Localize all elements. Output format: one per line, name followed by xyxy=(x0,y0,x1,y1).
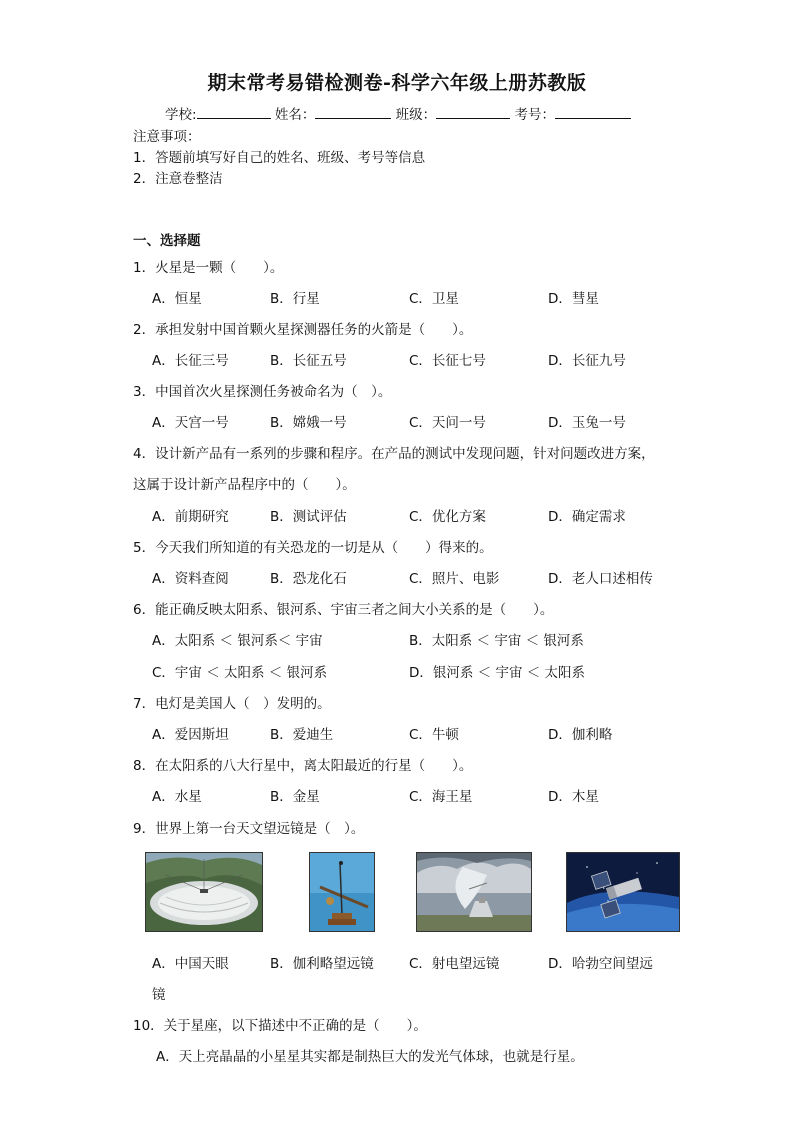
question-stem: 2．承担发射中国首颗火星探测器任务的火箭是（ ）。 xyxy=(133,322,473,338)
question-stem: 10．关于星座，以下描述中不正确的是（ ）。 xyxy=(133,1018,427,1034)
question-stem: 1．火星是一颗（ ）。 xyxy=(133,260,284,276)
option-b[interactable]: B．金星 xyxy=(270,789,320,805)
option-b[interactable]: B．嫦娥一号 xyxy=(270,415,347,431)
galileo-telescope-image xyxy=(310,853,374,931)
option-c[interactable]: C．卫星 xyxy=(409,291,459,307)
question-stem: 5．今天我们所知道的有关恐龙的一切是从（ ）得来的。 xyxy=(133,540,493,556)
question-stem: 6．能正确反映太阳系、银河系、宇宙三者之间大小关系的是（ ）。 xyxy=(133,602,554,618)
option-d[interactable]: D．哈勃空间望远 xyxy=(548,956,653,972)
question-stem: 8．在太阳系的八大行星中，离太阳最近的行星（ ）。 xyxy=(133,758,473,774)
option-c[interactable]: C．牛顿 xyxy=(409,727,459,743)
option-d[interactable]: D．长征九号 xyxy=(548,353,626,369)
china-sky-eye-image xyxy=(146,853,262,931)
option-a[interactable]: A．中国天眼 xyxy=(152,956,229,972)
option-a[interactable]: A．水星 xyxy=(152,789,202,805)
option-c[interactable]: C．射电望远镜 xyxy=(409,956,500,972)
notice-item: 1．答题前填写好自己的姓名、班级、考号等信息 xyxy=(133,150,426,166)
page-title: 期末常考易错检测卷-科学六年级上册苏教版 xyxy=(207,72,587,94)
option-d[interactable]: D．伽利略 xyxy=(548,727,613,743)
question-stem-continued: 这属于设计新产品程序中的（ ）。 xyxy=(133,477,356,493)
option-a[interactable]: A．前期研究 xyxy=(152,509,229,525)
section-heading: 一、选择题 xyxy=(133,233,201,249)
option-d-continued: 镜 xyxy=(152,987,166,1003)
option-a[interactable]: A．恒星 xyxy=(152,291,202,307)
option-a[interactable]: A．资料查阅 xyxy=(152,571,229,587)
question-stem: 7．电灯是美国人（ ）发明的。 xyxy=(133,696,331,712)
option-d[interactable]: D．银河系 ＜ 宇宙 ＜ 太阳系 xyxy=(409,665,586,681)
galileo-telescope-photo xyxy=(309,852,375,932)
option-c[interactable]: C．照片、电影 xyxy=(409,571,500,587)
option-a[interactable]: A．天上亮晶晶的小星星其实都是制热巨大的发光气体球，也就是行星。 xyxy=(156,1049,584,1065)
option-b[interactable]: B．行星 xyxy=(270,291,320,307)
radio-telescope-photo xyxy=(416,852,532,932)
hubble-space-telescope-image xyxy=(567,853,679,931)
question-stem: 3．中国首次火星探测任务被命名为（ ）。 xyxy=(133,384,392,400)
option-a[interactable]: A．天宫一号 xyxy=(152,415,229,431)
question-stem: 4．设计新产品有一系列的步骤和程序。在产品的测试中发现问题，针对问题改进方案， xyxy=(133,446,655,462)
exam-no-blank[interactable] xyxy=(555,104,631,119)
option-a[interactable]: A．太阳系 ＜ 银河系＜ 宇宙 xyxy=(152,633,323,649)
exam-no-label: 考号： xyxy=(514,107,555,123)
option-d[interactable]: D．确定需求 xyxy=(548,509,626,525)
option-c[interactable]: C．海王星 xyxy=(409,789,473,805)
option-d[interactable]: D．老人口述相传 xyxy=(548,571,653,587)
option-b[interactable]: B．测试评估 xyxy=(270,509,347,525)
option-d[interactable]: D．玉兔一号 xyxy=(548,415,626,431)
option-c[interactable]: C．长征七号 xyxy=(409,353,486,369)
school-label: 学校: xyxy=(165,107,197,123)
option-c[interactable]: C．天问一号 xyxy=(409,415,486,431)
option-c[interactable]: C．优化方案 xyxy=(409,509,486,525)
class-blank[interactable] xyxy=(436,104,510,119)
option-b[interactable]: B．伽利略望远镜 xyxy=(270,956,374,972)
option-c[interactable]: C．宇宙 ＜ 太阳系 ＜ 银河系 xyxy=(152,665,328,681)
option-d[interactable]: D．木星 xyxy=(548,789,599,805)
option-b[interactable]: B．太阳系 ＜ 宇宙 ＜ 银河系 xyxy=(409,633,584,649)
radio-telescope-image xyxy=(417,853,531,931)
question-stem: 9．世界上第一台天文望远镜是（ ）。 xyxy=(133,821,365,837)
name-blank[interactable] xyxy=(315,104,391,119)
option-a[interactable]: A．爱因斯坦 xyxy=(152,727,229,743)
option-b[interactable]: B．长征五号 xyxy=(270,353,347,369)
option-b[interactable]: B．爱迪生 xyxy=(270,727,334,743)
china-sky-eye-photo xyxy=(145,852,263,932)
name-label: 姓名： xyxy=(274,107,316,123)
school-blank[interactable] xyxy=(197,104,271,119)
notice-heading: 注意事项： xyxy=(133,129,201,145)
hubble-space-telescope-photo xyxy=(566,852,680,932)
notice-item: 2．注意卷整洁 xyxy=(133,171,223,187)
option-d[interactable]: D．彗星 xyxy=(548,291,599,307)
option-b[interactable]: B．恐龙化石 xyxy=(270,571,347,587)
option-a[interactable]: A．长征三号 xyxy=(152,353,229,369)
student-info-line xyxy=(165,103,631,123)
class-label: 班级： xyxy=(395,107,437,123)
